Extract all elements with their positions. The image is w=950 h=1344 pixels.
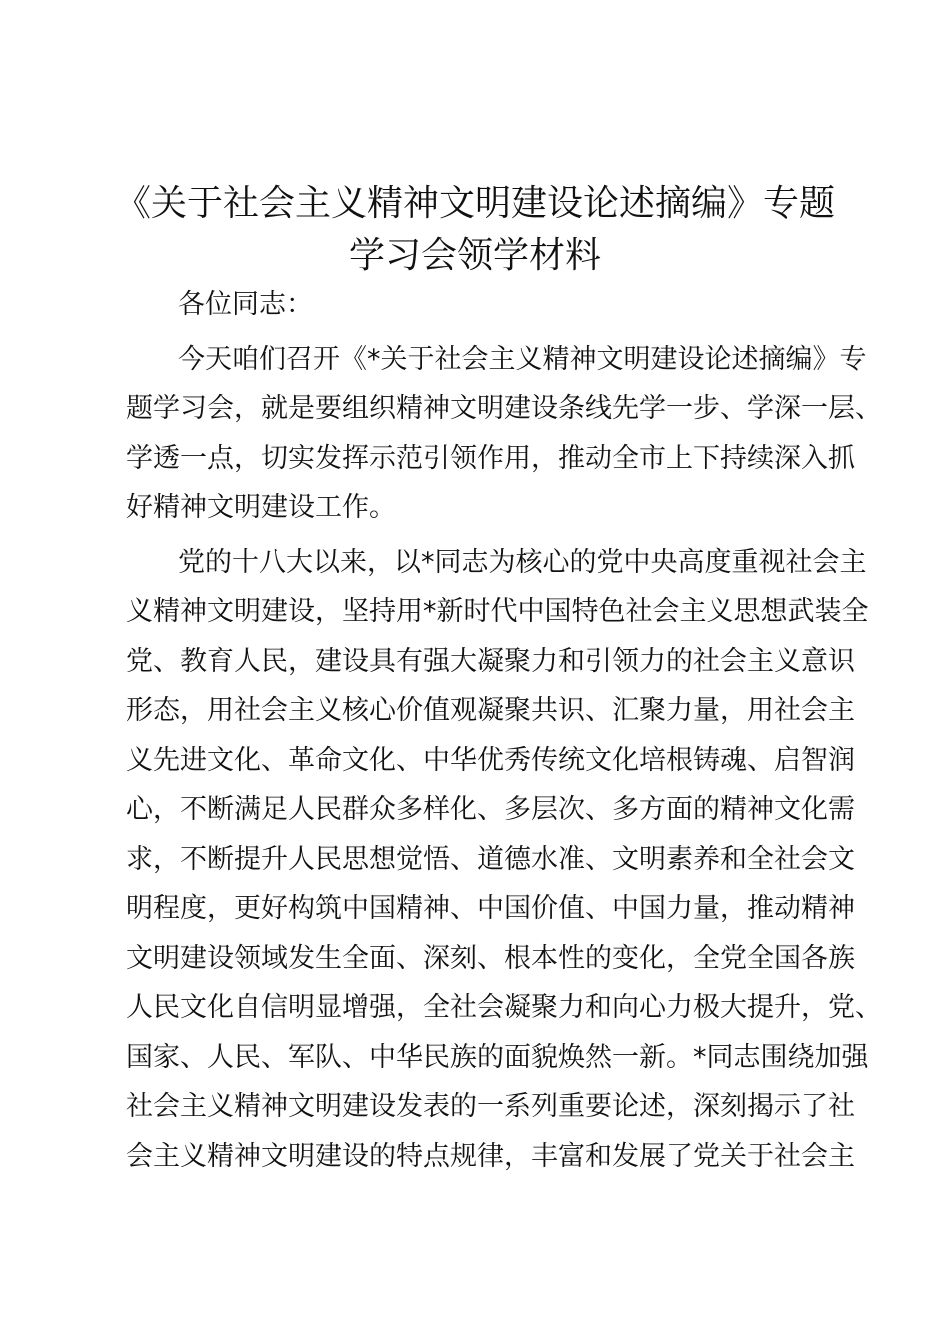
paragraph-line: 义先进文化、革命文化、中华优秀传统文化培根铸魂、启智润 bbox=[126, 744, 855, 776]
paragraph-line: 社会主义精神文明建设发表的一系列重要论述，深刻揭示了社 bbox=[126, 1091, 855, 1122]
title-line-1: 《关于社会主义精神文明建设论述摘编》专题 bbox=[114, 183, 835, 224]
paragraph-opening bbox=[126, 335, 882, 533]
document-title bbox=[100, 178, 850, 282]
paragraph-line: 好精神文明建设工作。 bbox=[126, 492, 396, 523]
paragraph-line: 今天咱们召开《*关于社会主义精神文明建设论述摘编》专 bbox=[178, 343, 867, 375]
paragraph-line: 国家、人民、军队、中华民族的面貌焕然一新。*同志围绕加强 bbox=[126, 1041, 869, 1073]
paragraph-line: 学透一点，切实发挥示范引领作用，推动全市上下持续深入抓 bbox=[126, 442, 855, 474]
title-line-2: 学习会领学材料 bbox=[348, 235, 601, 276]
paragraph-line: 明程度，更好构筑中国精神、中国价值、中国力量，推动精神 bbox=[126, 893, 855, 924]
salutation: 各位同志： bbox=[178, 289, 313, 320]
paragraph-line: 党、教育人民，建设具有强大凝聚力和引领力的社会主义意识 bbox=[126, 645, 855, 677]
paragraph-line: 心，不断满足人民群众多样化、多层次、多方面的精神文化需 bbox=[126, 794, 855, 825]
paragraph-line: 形态，用社会主义核心价值观凝聚共识、汇聚力量，用社会主 bbox=[126, 695, 855, 726]
paragraph-background bbox=[126, 538, 882, 1182]
paragraph-line: 义精神文明建设，坚持用*新时代中国特色社会主义思想武装全 bbox=[126, 596, 869, 627]
paragraph-line: 题学习会，就是要组织精神文明建设条线先学一步、学深一层、 bbox=[126, 393, 882, 424]
paragraph-line: 党的十八大以来，以*同志为核心的党中央高度重视社会主 bbox=[178, 546, 867, 578]
paragraph-line: 人民文化自信明显增强，全社会凝聚力和向心力极大提升，党、 bbox=[126, 992, 882, 1023]
paragraph-line: 求，不断提升人民思想觉悟、道德水准、文明素养和全社会文 bbox=[126, 843, 855, 875]
paragraph-line: 会主义精神文明建设的特点规律，丰富和发展了党关于社会主 bbox=[126, 1140, 855, 1172]
paragraph-line: 文明建设领域发生全面、深刻、根本性的变化，全党全国各族 bbox=[126, 942, 855, 974]
document-body bbox=[126, 280, 882, 1181]
